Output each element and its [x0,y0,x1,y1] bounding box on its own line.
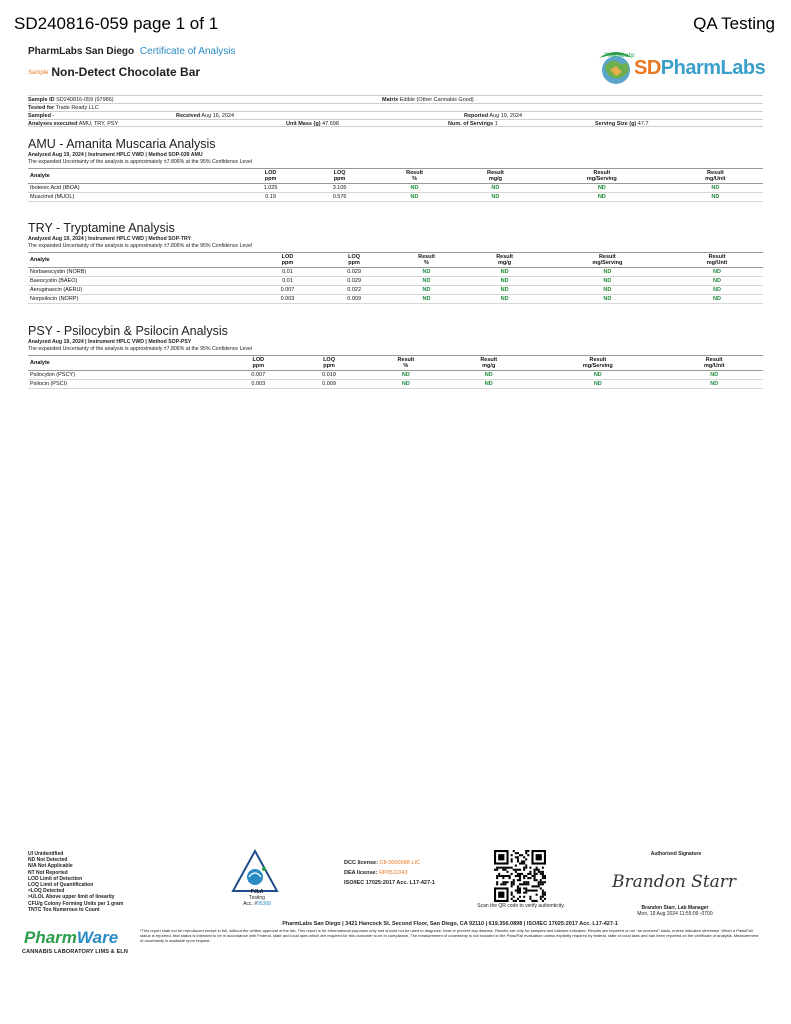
column-header: Result mg/Serving [530,356,665,371]
value-cell: 0.576 [305,193,374,202]
legend-item: NT Not Reported [28,869,68,876]
value-cell: 0.007 [223,371,294,380]
table-row [28,277,763,286]
value-cell: ND [544,295,671,304]
analyzed-line: Analyzed Aug 19, 2024 | Instrument HPLC VWD | Method SOP-039 AMU [28,152,203,158]
reported-date: Aug 19, 2024 [489,113,523,119]
value-cell: ND [387,277,465,286]
value-cell: 3.105 [305,184,374,193]
results-table [28,168,763,202]
pharmware-tagline: CANNABIS LABORATORY LIMS & ELN [22,949,128,955]
sampled: - [52,113,55,119]
column-header: Result mg/g [455,169,536,184]
value-cell: ND [387,268,465,277]
analyte-cell: Norpsilocin (NORP) [28,295,254,304]
analyzed-line: Analyzed Aug 19, 2024 | Instrument HPLC VWD | Method SOP-PSY [28,339,192,345]
value-cell: 0.01 [254,268,321,277]
disclaimer: *This report shall not be reproduced except in full, without the written approval of the lab. This report is for informational purposes only and should not be used to diagnose, treat or prevent any disease. Results are only for samples and batches indicated. Results are reported on an "as received" basis, unless indicated otherwise. When a Pass/Fail status is reported, that status is intended to be in accordance with Federal, state and local laws which are required for this customer to be in compliance. The measurement of uncertainty is not included in the Pass/Fail evaluation unless explicitly required by federal, state or local laws and has been reported on the certificate of analysis. Measurement of uncertainty is available upon request. [140,928,759,943]
uncertainty-line: The expanded Uncertainty of the analysis is approximately ±7.806% at the 95% Confidence Level [28,159,253,165]
verification-qr-code[interactable] [494,850,546,902]
table-row [28,193,763,202]
value-cell: ND [455,184,536,193]
sample-tag: Sample [28,69,49,76]
column-header: LOQ ppm [294,356,365,371]
dea-license: RP0511043 [378,870,408,876]
value-cell: 0.009 [294,380,365,389]
sample-name: Non-Detect Chocolate Bar [51,65,201,79]
value-cell: ND [374,184,455,193]
qr-caption: Scan the QR code to verify authenticity. [477,903,565,909]
pjla-label: PJLA Testing Acc. #95368 [243,889,271,907]
value-cell: 0.029 [321,268,388,277]
legend-item: <LOQ Detected [28,888,65,895]
matrix: Edible (Other Cannabis Good) [399,97,474,103]
table-row [28,295,763,304]
column-header: LOQ ppm [305,169,374,184]
legend-item: CFU/g Colony Forming Units per 1 gram [28,900,124,907]
value-cell: ND [665,371,763,380]
column-header: LOD ppm [254,253,321,268]
value-cell: 0.019 [294,371,365,380]
logo-badge: PharmLabs [604,53,635,59]
pharmware-logo: PharmWare [24,928,119,947]
value-cell: ND [466,277,544,286]
section-title: PSY - Psilocybin & Psilocin Analysis [28,324,228,338]
analyses: AMU, TRY, PSY [78,121,119,127]
uncertainty-line: The expanded Uncertainty of the analysis is approximately ±7.806% at the 95% Confidence Level [28,346,253,352]
pjla-acc-number: 95368 [257,901,271,907]
footer [0,845,791,1024]
column-header: Result mg/Serving [544,253,671,268]
column-header: Result mg/Serving [536,169,668,184]
value-cell: ND [530,371,665,380]
logo-wordmark: SDPharmLabs [634,57,766,79]
section-title: TRY - Tryptamine Analysis [28,221,175,235]
analyte-cell: Muscimol (MUOL) [28,193,236,202]
certificate-title: Certificate of Analysis [139,46,236,57]
sample-info [28,95,763,127]
analyte-cell: Aeruginascin (AERU) [28,286,254,295]
legend-item: TNTC Too Numerous to Count [28,906,100,913]
serving-size: 47.7 [637,121,649,127]
value-cell: ND [387,295,465,304]
value-cell: ND [671,295,763,304]
section-title: AMU - Amanita Muscaria Analysis [28,137,216,151]
value-cell: ND [544,268,671,277]
lab-address: PharmLabs San Diego | 3421 Hancock St, Second Floor, San Diego, CA 92110 | 619.356.0898 | ISO/IEC 17025:2017 Acc. L17-427-1 [282,921,618,927]
analyte-cell: Norbaeocystin (NORB) [28,268,254,277]
lab-line [28,46,236,57]
legend-item: LOQ Limit of Quantification [28,882,94,889]
report-id: SD240816-059 page 1 of 1 [14,14,219,33]
column-header: Analyte [28,253,254,268]
value-cell: ND [530,380,665,389]
lab-name: PharmLabs San Diego [28,46,135,57]
column-header: Result mg/g [466,253,544,268]
iso-accreditation: ISO/IEC 17025:2017 Acc. L17-427-1 [344,880,435,886]
value-cell: ND [387,286,465,295]
value-cell: ND [466,295,544,304]
value-cell: ND [544,286,671,295]
value-cell: ND [668,184,763,193]
column-header: Analyte [28,169,236,184]
amu-section [28,137,763,202]
tested-for: Trade Ready LLC [55,105,99,111]
abbreviation-legend [28,851,123,913]
value-cell: 0.029 [321,277,388,286]
column-header: LOD ppm [223,356,294,371]
uncertainty-line: The expanded Uncertainty of the analysis is approximately ±7.806% at the 95% Confidence Level [28,243,253,249]
table-row [28,380,763,389]
table-header-row [28,169,763,184]
analyte-cell: Ibotenic Acid (IBOA) [28,184,236,193]
value-cell: ND [447,380,530,389]
analyte-cell: Psilocybin (PSCY) [28,371,223,380]
value-cell: 0.01 [254,277,321,286]
value-cell: 0.003 [254,295,321,304]
legend-item: LOD Limit of Detection [28,875,83,882]
value-cell: 0.022 [321,286,388,295]
column-header: Result mg/Unit [668,169,763,184]
analyzed-line: Analyzed Aug 19, 2024 | Instrument HPLC VWD | Method SOP-TRY [28,236,192,242]
value-cell: 1.025 [236,184,305,193]
value-cell: ND [536,184,668,193]
value-cell: ND [668,193,763,202]
table-row [28,371,763,380]
info-row-1: Sample ID SD240816-059 (97986) Matrix Edible (Other Cannabis Good) [28,95,763,103]
value-cell: ND [455,193,536,202]
info-row-2: Tested for Trade Ready LLC [28,103,763,111]
column-header: Result % [387,253,465,268]
column-header: Result mg/Unit [665,356,763,371]
column-header: Analyte [28,356,223,371]
handwritten-signature [608,865,746,895]
license-block: DCC license: C8-0000098-LIC DEA license: RP0511043 ISO/IEC 17025:2017 Acc. L17-427-1 [344,860,435,886]
info-row-4: Analyses executed AMU, TRY, PSY Unit Mass (g) 47.698 Num. of Servings 1 Serving Size (g) 47.7 [28,119,763,127]
column-header: Result % [374,169,455,184]
try-section [28,221,763,304]
table-row [28,268,763,277]
analyte-cell: Psilocin (PSCI) [28,380,223,389]
column-header: Result mg/g [447,356,530,371]
value-cell: ND [466,286,544,295]
column-header: LOQ ppm [321,253,388,268]
value-cell: ND [536,193,668,202]
legend-item: >ULOL Above upper limit of linearity [28,894,115,901]
value-cell: 0.19 [236,193,305,202]
table-header-row [28,253,763,268]
psy-section [28,324,763,389]
signer-block [600,905,750,917]
dcc-license: C8-0000098-LIC [379,860,421,866]
unit-mass: 47.698 [322,121,339,127]
column-header: LOD ppm [236,169,305,184]
results-table [28,355,763,389]
signature-heading: Authorized Signature [650,851,702,857]
value-cell: ND [364,380,447,389]
value-cell: ND [671,286,763,295]
sample-id: SD240816-059 (97986) [56,97,114,103]
value-cell: 0.007 [254,286,321,295]
top-bar [14,14,775,40]
signer-name: Brandon Starr, Lab Manager [641,905,709,911]
svg-text:Brandon Starr: Brandon Starr [612,872,737,892]
table-row [28,286,763,295]
table-header-row [28,356,763,371]
column-header: Result % [364,356,447,371]
signed-at: Mon, 19 Aug 2024 11:55:09 -0700 [637,911,713,917]
value-cell: ND [671,268,763,277]
legend-item: N/A Not Applicable [28,863,73,870]
table-row [28,184,763,193]
value-cell: ND [665,380,763,389]
value-cell: 0.003 [223,380,294,389]
value-cell: 0.009 [321,295,388,304]
results-table [28,252,763,304]
info-row-3: Sampled - Received Aug 16, 2024 Reported Aug 19, 2024 [28,111,763,119]
qa-label: QA Testing [693,14,775,33]
legend-item: UI Unidentified [28,851,64,857]
value-cell: ND [364,371,447,380]
legend-item: ND Not Detected [28,857,68,864]
analyte-cell: Baeocystin (BAEO) [28,277,254,286]
value-cell: ND [374,193,455,202]
value-cell: ND [466,268,544,277]
value-cell: ND [544,277,671,286]
num-servings: 1 [494,121,498,127]
value-cell: ND [447,371,530,380]
column-header: Result mg/Unit [671,253,763,268]
received-date: Aug 16, 2024 [201,113,235,119]
value-cell: ND [671,277,763,286]
sample-line [28,65,200,79]
